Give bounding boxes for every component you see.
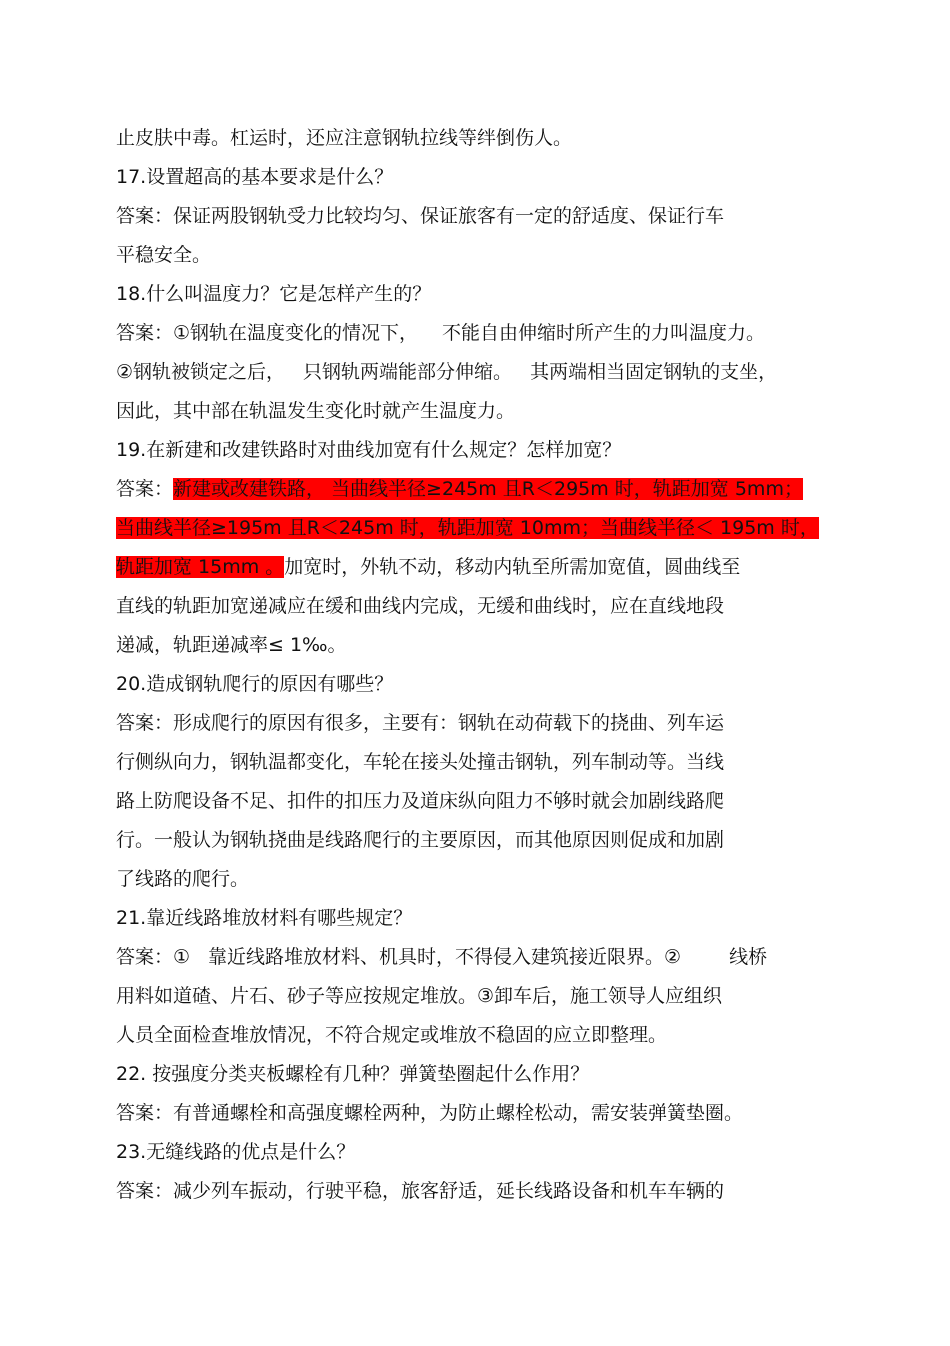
text-line: 人员全面检查堆放情况，不符合规定或堆放不稳固的应立即整理。 bbox=[116, 1024, 668, 1046]
answer-21 bbox=[116, 944, 767, 970]
question-17: 17.设置超高的基本要求是什么？ bbox=[116, 166, 394, 188]
text-segment: 答案：①钢轨在温度变化的情况下， bbox=[116, 322, 419, 344]
question-23: 23.无缝线路的优点是什么？ bbox=[116, 1141, 356, 1163]
highlighted-text: 新建或改建铁路， 当曲线半径≥245m 且R＜295m 时，轨距加宽 5mm； bbox=[173, 478, 803, 500]
text-segment: 只钢轨两端能部分伸缩。 bbox=[303, 361, 513, 383]
text-line: 递减，轨距递减率≤ 1‰。 bbox=[116, 634, 347, 656]
text-segment: 靠近线路堆放材料、机具时，不得侵入建筑接近限界。② bbox=[208, 946, 682, 968]
text-segment: 不能自由伸缩时所产生的力叫温度力。 bbox=[442, 322, 766, 344]
text-line: 行侧纵向力，钢轨温都变化，车轮在接头处撞击钢轨，列车制动等。当线 bbox=[116, 751, 725, 773]
text-line: 因此，其中部在轨温发生变化时就产生温度力。 bbox=[116, 400, 516, 422]
answer-20: 答案：形成爬行的原因有很多，主要有：钢轨在动荷载下的挠曲、列车运 bbox=[116, 712, 725, 734]
answer-17: 答案：保证两股钢轨受力比较均匀、保证旅客有一定的舒适度、保证行车 bbox=[116, 205, 725, 227]
question-22: 22. 按强度分类夹板螺栓有几种？弹簧垫圈起什么作用？ bbox=[116, 1063, 590, 1085]
text-segment: 加宽时，外轨不动，移动内轨至所需加宽值，圆曲线至 bbox=[284, 556, 741, 578]
text-line: 止皮肤中毒。杠运时，还应注意钢轨拉线等绊倒伤人。 bbox=[116, 127, 573, 149]
text-line: 行。一般认为钢轨挠曲是线路爬行的主要原因，而其他原因则促成和加剧 bbox=[116, 829, 725, 851]
text-line: 直线的轨距加宽递减应在缓和曲线内完成，无缓和曲线时，应在直线地段 bbox=[116, 595, 725, 617]
text-line: 用料如道碴、片石、砂子等应按规定堆放。③卸车后，施工领导人应组织 bbox=[116, 985, 723, 1007]
text-line bbox=[116, 554, 740, 580]
question-21: 21.靠近线路堆放材料有哪些规定？ bbox=[116, 907, 413, 929]
answer-19 bbox=[116, 476, 803, 502]
text-segment: 其两端相当固定钢轨的支坐， bbox=[530, 361, 778, 383]
answer-22: 答案：有普通螺栓和高强度螺栓两种，为防止螺栓松动，需安装弹簧垫圈。 bbox=[116, 1102, 744, 1124]
text-segment: 线桥 bbox=[729, 946, 768, 968]
highlighted-text: 当曲线半径≥195m 且R＜245m 时，轨距加宽 10mm；当曲线半径＜ 195m 时， bbox=[116, 517, 819, 539]
text-segment: ②钢轨被锁定之后， bbox=[116, 361, 286, 383]
text-line bbox=[116, 359, 777, 385]
answer-18 bbox=[116, 320, 765, 346]
text-line: 平稳安全。 bbox=[116, 244, 212, 266]
text-line: 路上防爬设备不足、扣件的扣压力及道床纵向阻力不够时就会加剧线路爬 bbox=[116, 790, 725, 812]
text-line: 了线路的爬行。 bbox=[116, 868, 250, 890]
highlighted-text: 轨距加宽 15mm 。 bbox=[116, 556, 285, 578]
text-line bbox=[116, 515, 819, 541]
question-20: 20.造成钢轨爬行的原因有哪些？ bbox=[116, 673, 394, 695]
question-18: 18.什么叫温度力？它是怎样产生的？ bbox=[116, 283, 432, 305]
question-19: 19.在新建和改建铁路时对曲线加宽有什么规定？怎样加宽？ bbox=[116, 439, 622, 461]
text-segment: 答案：① bbox=[116, 946, 191, 968]
answer-label: 答案： bbox=[116, 478, 174, 500]
answer-23: 答案：减少列车振动，行驶平稳，旅客舒适，延长线路设备和机车车辆的 bbox=[116, 1180, 725, 1202]
